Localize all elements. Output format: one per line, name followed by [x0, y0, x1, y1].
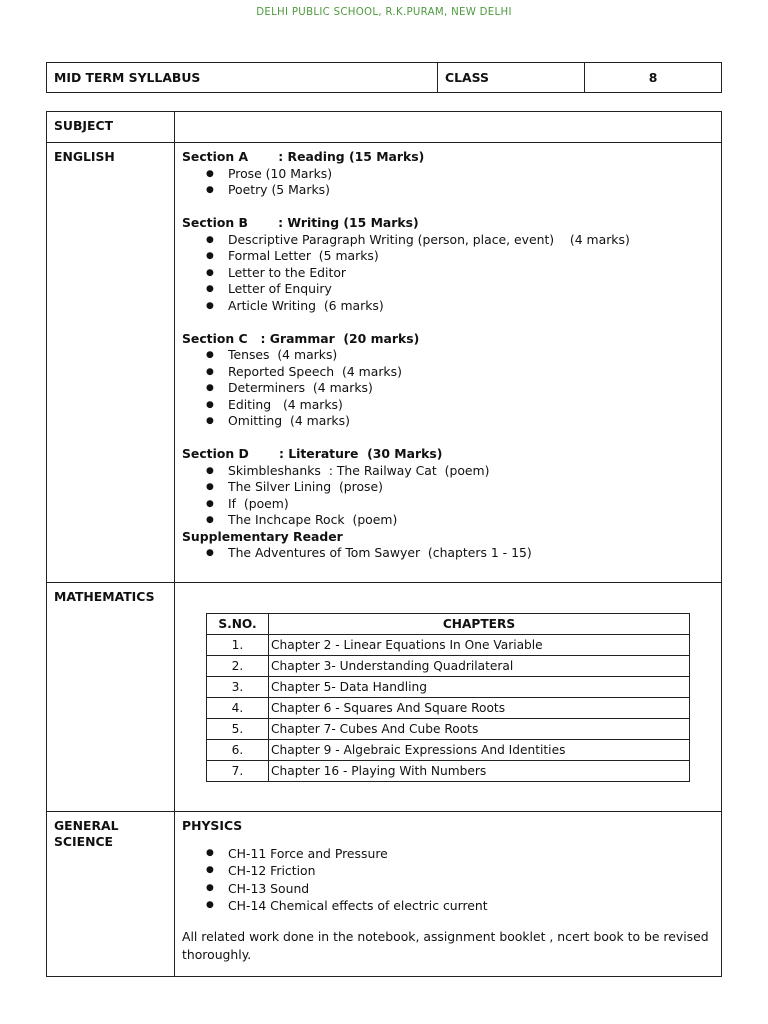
list-item: ● Letter of Enquiry — [182, 281, 715, 298]
table-row — [207, 677, 690, 698]
row-chapter: Chapter 2 - Linear Equations In One Variable — [269, 635, 690, 656]
list-item: ● Determiners (4 marks) — [182, 380, 715, 397]
list-item: ● Formal Letter (5 marks) — [182, 248, 715, 265]
section-d-heading: Section D : Literature (30 Marks) — [182, 446, 443, 461]
list-item: ● The Inchcape Rock (poem) — [182, 512, 715, 529]
list-item: ● Reported Speech (4 marks) — [182, 364, 715, 381]
section-c-list — [182, 347, 715, 430]
physics-heading: PHYSICS — [182, 818, 243, 833]
list-item: ● Skimbleshanks : The Railway Cat (poem) — [182, 463, 715, 480]
list-item: ● The Adventures of Tom Sawyer (chapters 1 - 15) — [182, 545, 715, 562]
list-item: ● Poetry (5 Marks) — [182, 182, 715, 199]
school-header: DELHI PUBLIC SCHOOL, R.K.PURAM, NEW DELHI — [256, 7, 512, 18]
section-a-list — [182, 166, 715, 199]
row-number: 5. — [207, 719, 269, 740]
section-d-list — [182, 463, 715, 529]
supplementary-heading: Supplementary Reader — [182, 528, 343, 544]
table-row — [207, 698, 690, 719]
list-item: ● Article Writing (6 marks) — [182, 298, 715, 315]
row-number: 3. — [207, 677, 269, 698]
section-a-heading: Section A : Reading (15 Marks) — [182, 149, 425, 164]
table-row — [207, 740, 690, 761]
list-item: ● Letter to the Editor — [182, 265, 715, 282]
row-number: 2. — [207, 656, 269, 677]
class-value: 8 — [585, 63, 722, 93]
list-item: ● CH-13 Sound — [182, 880, 715, 898]
list-item: ● Editing (4 marks) — [182, 397, 715, 414]
row-number: 4. — [207, 698, 269, 719]
row-number: 1. — [207, 635, 269, 656]
list-item: ● CH-12 Friction — [182, 862, 715, 880]
physics-list — [182, 845, 715, 915]
row-chapter: Chapter 5- Data Handling — [269, 677, 690, 698]
mathematics-content — [175, 583, 722, 812]
section-c-heading: Section C : Grammar (20 marks) — [182, 330, 420, 346]
subject-general-science-line1: GENERAL — [54, 818, 119, 833]
subject-mathematics: MATHEMATICS — [47, 583, 175, 812]
list-item: ● If (poem) — [182, 496, 715, 513]
syllabus-table — [46, 111, 722, 977]
row-chapter: Chapter 7- Cubes And Cube Roots — [269, 719, 690, 740]
english-content — [175, 143, 722, 583]
supplementary-list — [182, 545, 715, 562]
list-item: ● CH-14 Chemical effects of electric current — [182, 897, 715, 915]
row-chapter: Chapter 3- Understanding Quadrilateral — [269, 656, 690, 677]
table-row — [207, 656, 690, 677]
col-sno: S.NO. — [207, 614, 269, 635]
subject-general-science — [47, 812, 175, 977]
list-item: ● Prose (10 Marks) — [182, 166, 715, 183]
science-content — [175, 812, 722, 977]
list-item: ● Descriptive Paragraph Writing (person, place, event) (4 marks) — [182, 232, 715, 249]
row-chapter: Chapter 6 - Squares And Square Roots — [269, 698, 690, 719]
table-row — [207, 719, 690, 740]
syllabus-title-table — [46, 62, 722, 93]
subject-header-empty — [175, 112, 722, 143]
subject-english: ENGLISH — [47, 143, 175, 583]
row-chapter: Chapter 16 - Playing With Numbers — [269, 761, 690, 782]
row-number: 7. — [207, 761, 269, 782]
list-item: ● CH-11 Force and Pressure — [182, 845, 715, 863]
row-chapter: Chapter 9 - Algebraic Expressions And Identities — [269, 740, 690, 761]
syllabus-title: MID TERM SYLLABUS — [47, 63, 438, 93]
list-item: ● Omitting (4 marks) — [182, 413, 715, 430]
subject-general-science-line2: SCIENCE — [54, 834, 114, 849]
list-item: ● Tenses (4 marks) — [182, 347, 715, 364]
subject-header: SUBJECT — [47, 112, 175, 143]
section-b-heading: Section B : Writing (15 Marks) — [182, 215, 419, 230]
chapters-table — [206, 613, 690, 782]
class-label: CLASS — [438, 63, 585, 93]
list-item: ● The Silver Lining (prose) — [182, 479, 715, 496]
section-b-list — [182, 232, 715, 315]
table-row — [207, 635, 690, 656]
col-chapters: CHAPTERS — [269, 614, 690, 635]
row-number: 6. — [207, 740, 269, 761]
revision-note: All related work done in the notebook, assignment booklet , ncert book to be revised thoroughly. — [182, 928, 709, 962]
table-row — [207, 761, 690, 782]
